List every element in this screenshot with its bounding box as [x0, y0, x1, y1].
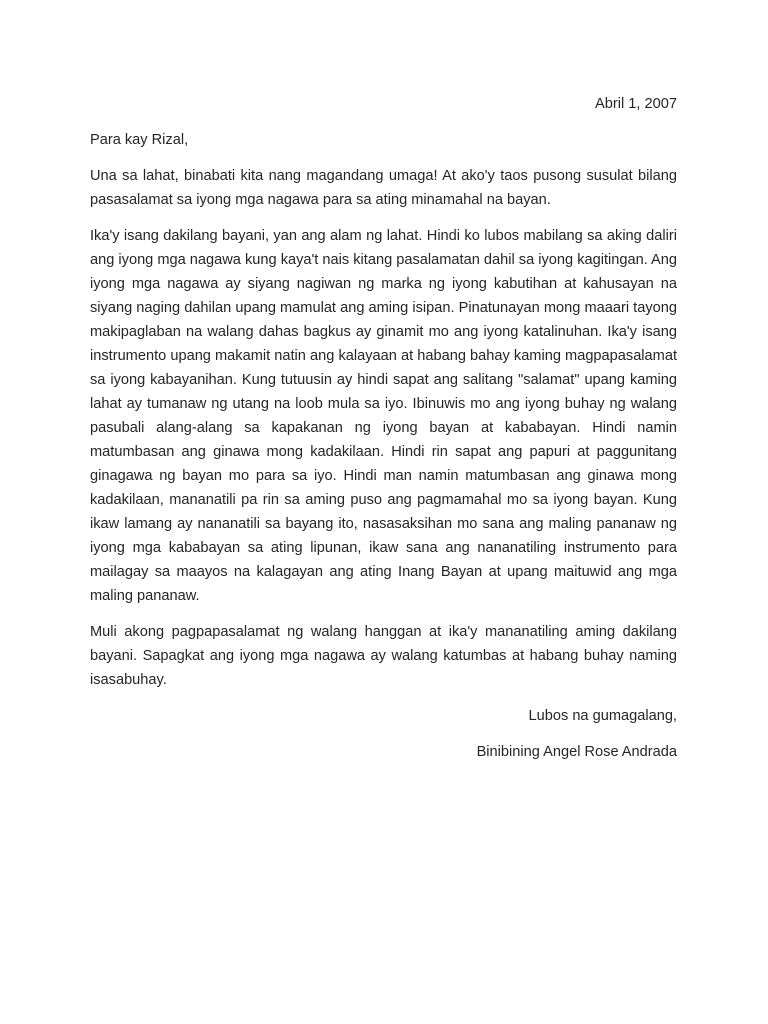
- letter-signature: Binibining Angel Rose Andrada: [476, 744, 677, 760]
- letter-paragraph-2: Ika'y isang dakilang bayani, yan ang alam ng lahat. Hindi ko lubos mabilang sa aking daliri ang iyong mga nagawa kung kaya't nais kitang pasalamatan dahil sa iyong kagitingan. Ang iyong mga nagawa ay siyang nagiwan ng marka ng iyong kabutihan at kahusayan na siyang naging dahilan upang mamulat ang aming isipan. Pinatunayan mong maaari tayong makipaglaban na walang dahas bagkus ay ginamit mo ang iyong katalinuhan. Ika'y isang instrumento upang makamit natin ang kalayaan at habang bahay kaming magpapasalamat sa iyong kabayanihan. Kung tutuusin ay hindi sapat ang salitang "salamat" upang kaming lahat ay tumanaw ng utang na loob mula sa iyo. Ibinuwis mo ang iyong buhay ng walang pasubali alang-alang sa kapakanan ng iyong bayan at kababayan. Hindi namin matumbasan ang ginawa mong kadakilaan. Hindi rin sapat ang papuri at paggunitang ginagawa ng bayan mo para sa iyo. Hindi man namin matumbasan ang ginawa mong kadakilaan, mananatili pa rin sa aming puso ang pagmamahal mo sa iyong bayan. Kung ikaw lamang ay nananatili sa bayang ito, nasasaksihan mo sana ang maling pananaw ng iyong mga kababayan sa ating lipunan, ikaw sana ang nananatiling instrumento para mailagay sa maayos na kalagayan ang ating Inang Bayan at upang maituwid ang mga maling pananaw.: [90, 228, 677, 604]
- letter-date: Abril 1, 2007: [595, 96, 677, 112]
- letter-salutation: Para kay Rizal,: [90, 132, 189, 148]
- letter-paragraph-1: Una sa lahat, binabati kita nang magandang umaga! At ako'y taos pusong susulat bilang pasasalamat sa iyong mga nagawa para sa ating minamahal na bayan.: [90, 168, 677, 208]
- letter-closing: Lubos na gumagalang,: [528, 708, 677, 724]
- letter-paragraph-3: Muli akong pagpapasalamat ng walang hanggan at ika'y mananatiling aming dakilang bayani. Sapagkat ang iyong mga nagawa ay walang katumbas at habang buhay naming isasabuhay.: [90, 624, 677, 688]
- letter-page: [90, 92, 677, 776]
